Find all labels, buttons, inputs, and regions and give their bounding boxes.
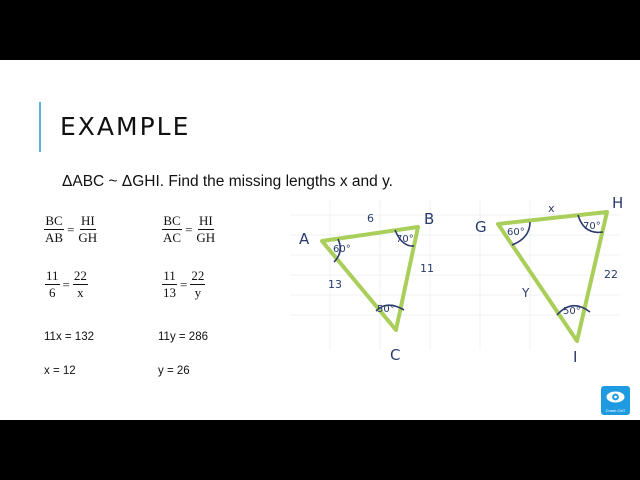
proportion-y: [162, 214, 216, 245]
denominator: AC: [163, 230, 182, 245]
denominator: GH: [196, 230, 216, 245]
fraction: [73, 269, 88, 300]
angle-c-label: 50°: [377, 304, 395, 315]
numerator: HI: [198, 213, 213, 228]
equals-sign: =: [185, 221, 193, 237]
numerator: 11: [46, 268, 59, 283]
fraction: [44, 214, 64, 245]
side-bc-label: 11: [420, 262, 434, 275]
fraction: [45, 269, 60, 300]
result-y: y = 26: [158, 365, 190, 377]
fraction: [190, 269, 205, 300]
side-gh-label: x: [548, 202, 555, 215]
substitution-y: [162, 269, 205, 300]
problem-statement: ΔABC ~ ΔGHI. Find the missing lengths x and y.: [62, 173, 393, 190]
angle-h-label: 70°: [583, 221, 601, 232]
equals-sign: =: [67, 221, 75, 237]
fraction: [162, 269, 177, 300]
similar-triangles-figure: [280, 180, 640, 420]
slide: [0, 60, 640, 420]
cross-multiply-x: 11x = 132: [44, 331, 94, 343]
angle-b-label: 70°: [396, 234, 414, 245]
numerator: 22: [73, 268, 87, 283]
background-grid: [290, 200, 620, 350]
denominator: GH: [78, 230, 98, 245]
side-hi-label: 22: [604, 268, 618, 281]
vertex-a-label: A: [299, 230, 310, 248]
crash-oat-logo: [601, 386, 630, 415]
numerator: HI: [80, 213, 95, 228]
vertex-h-label: H: [612, 194, 624, 212]
angle-g-label: 60°: [507, 227, 525, 238]
numerator: 11: [163, 268, 176, 283]
side-ac-label: 13: [328, 278, 342, 291]
logo-label: Crash OAT: [605, 408, 626, 413]
side-ab-label: 6: [367, 212, 374, 225]
angle-a-label: 60°: [333, 244, 351, 255]
denominator: AB: [45, 230, 64, 245]
numerator: BC: [163, 213, 181, 228]
title-accent-bar: [39, 102, 41, 152]
side-gi-label: Y: [522, 286, 530, 300]
numerator: 22: [191, 268, 205, 283]
fraction: [195, 214, 216, 245]
vertex-c-label: C: [390, 346, 401, 364]
result-x: x = 12: [44, 365, 76, 377]
equals-sign: =: [180, 276, 188, 292]
proportion-x: [44, 214, 98, 245]
denominator: x: [77, 285, 84, 300]
cross-multiply-y: 11y = 286: [158, 331, 208, 343]
slide-title: EXAMPLE: [60, 112, 191, 141]
angle-i-label: 50°: [563, 306, 581, 317]
fraction: [77, 214, 98, 245]
denominator: 6: [49, 285, 56, 300]
denominator: y: [194, 285, 202, 300]
substitution-x: [45, 269, 88, 300]
eye-icon: [601, 386, 630, 408]
denominator: 13: [163, 285, 176, 300]
numerator: BC: [45, 213, 63, 228]
vertex-g-label: G: [475, 218, 487, 236]
fraction: [162, 214, 182, 245]
equals-sign: =: [62, 276, 70, 292]
vertex-i-label: I: [573, 348, 578, 366]
vertex-b-label: B: [424, 210, 435, 228]
